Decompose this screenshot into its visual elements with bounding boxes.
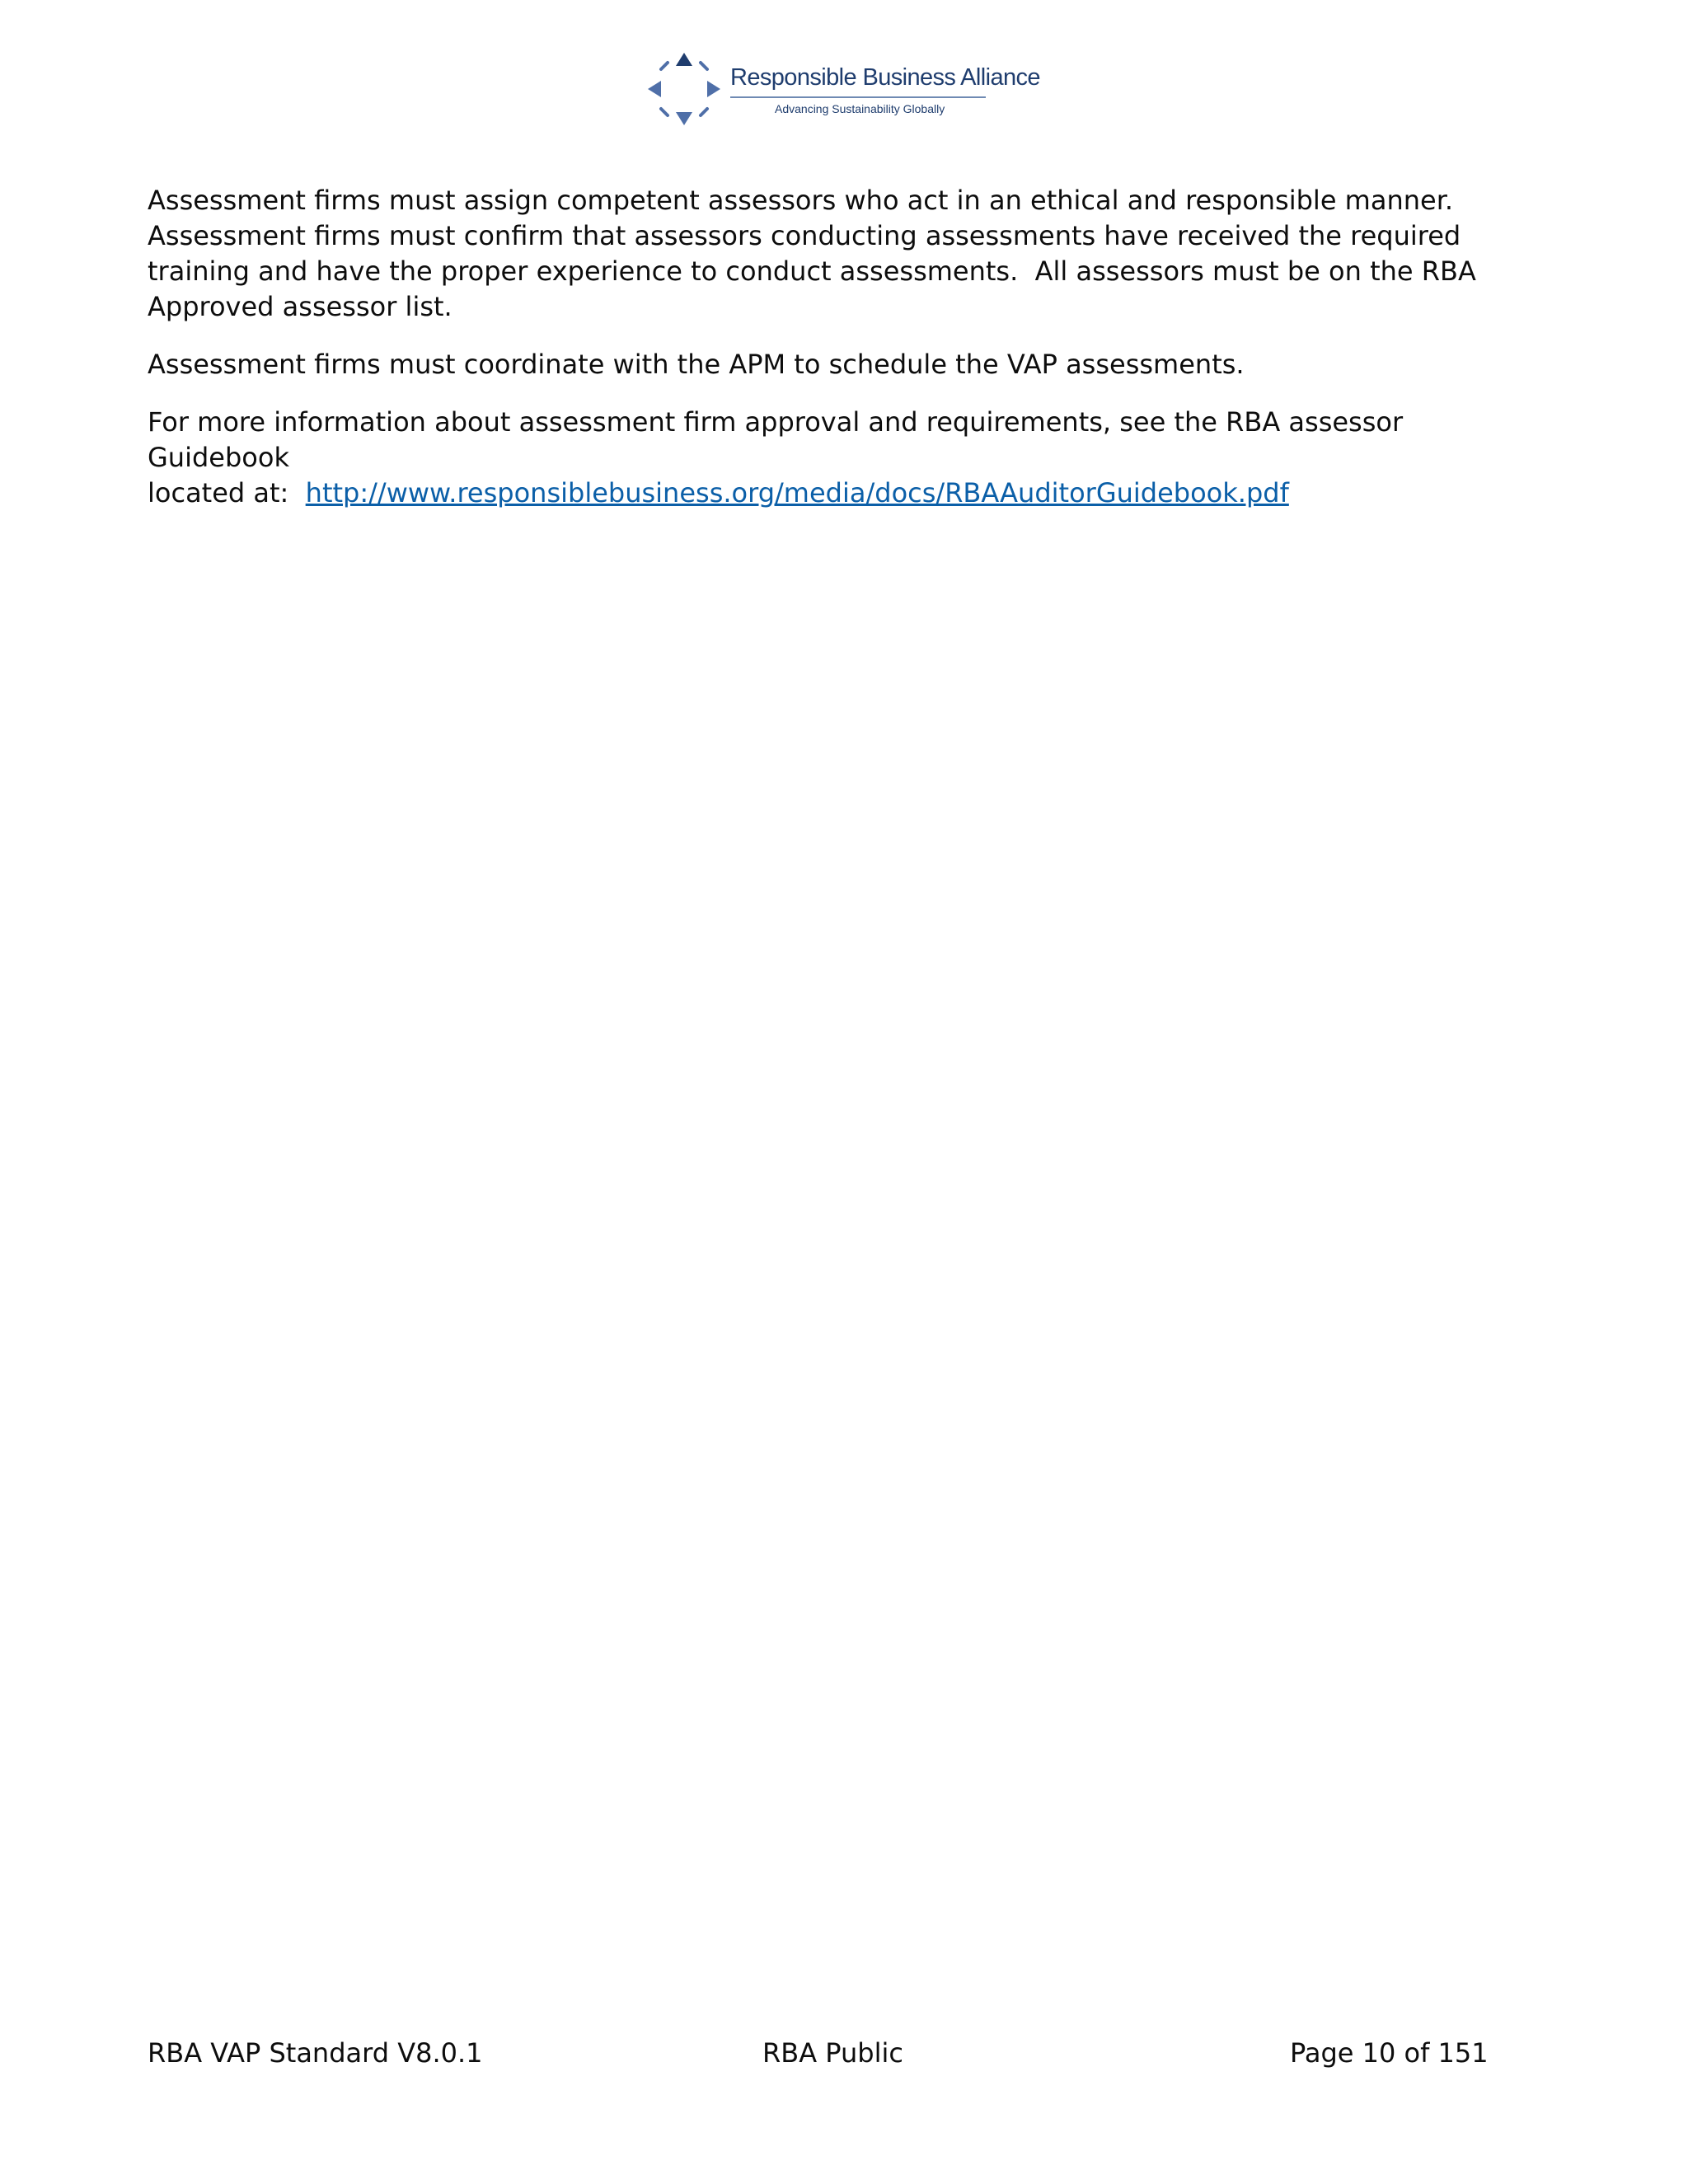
- text-line: training and have the proper experience to conduct assessments. All assessors must be on the RBA: [148, 255, 1476, 287]
- paragraph-assessor-competence: [148, 183, 1499, 325]
- text-line: Approved assessor list.: [148, 291, 452, 322]
- compass-logo-icon: [643, 48, 725, 130]
- document-body: [148, 183, 1499, 533]
- logo-tagline: Advancing Sustainability Globally: [775, 102, 945, 115]
- text-line: For more information about assessment firm approval and requirements, see the RBA assessor Guidebook: [148, 406, 1412, 473]
- text-line: Assessment firms must coordinate with the APM to schedule the VAP assessments.: [148, 349, 1245, 380]
- auditor-guidebook-link[interactable]: http://www.responsiblebusiness.org/media/docs/RBAAuditorGuidebook.pdf: [305, 477, 1289, 509]
- paragraph-more-information: [148, 405, 1499, 511]
- logo-divider: [730, 96, 986, 98]
- footer-page-number: Page 10 of 151: [1290, 2037, 1489, 2069]
- text-line: Assessment firms must assign competent assessors who act in an ethical and responsible manner.: [148, 185, 1454, 216]
- rba-logo: [643, 48, 1040, 130]
- footer-classification: RBA Public: [762, 2037, 903, 2069]
- logo-name: Responsible Business Alliance: [730, 64, 1040, 91]
- link-prefix: located at:: [148, 477, 306, 509]
- text-line: Assessment firms must confirm that assessors conducting assessments have received the required: [148, 220, 1461, 251]
- footer-document-version: RBA VAP Standard V8.0.1: [148, 2037, 483, 2069]
- paragraph-apm-coordination: [148, 347, 1499, 382]
